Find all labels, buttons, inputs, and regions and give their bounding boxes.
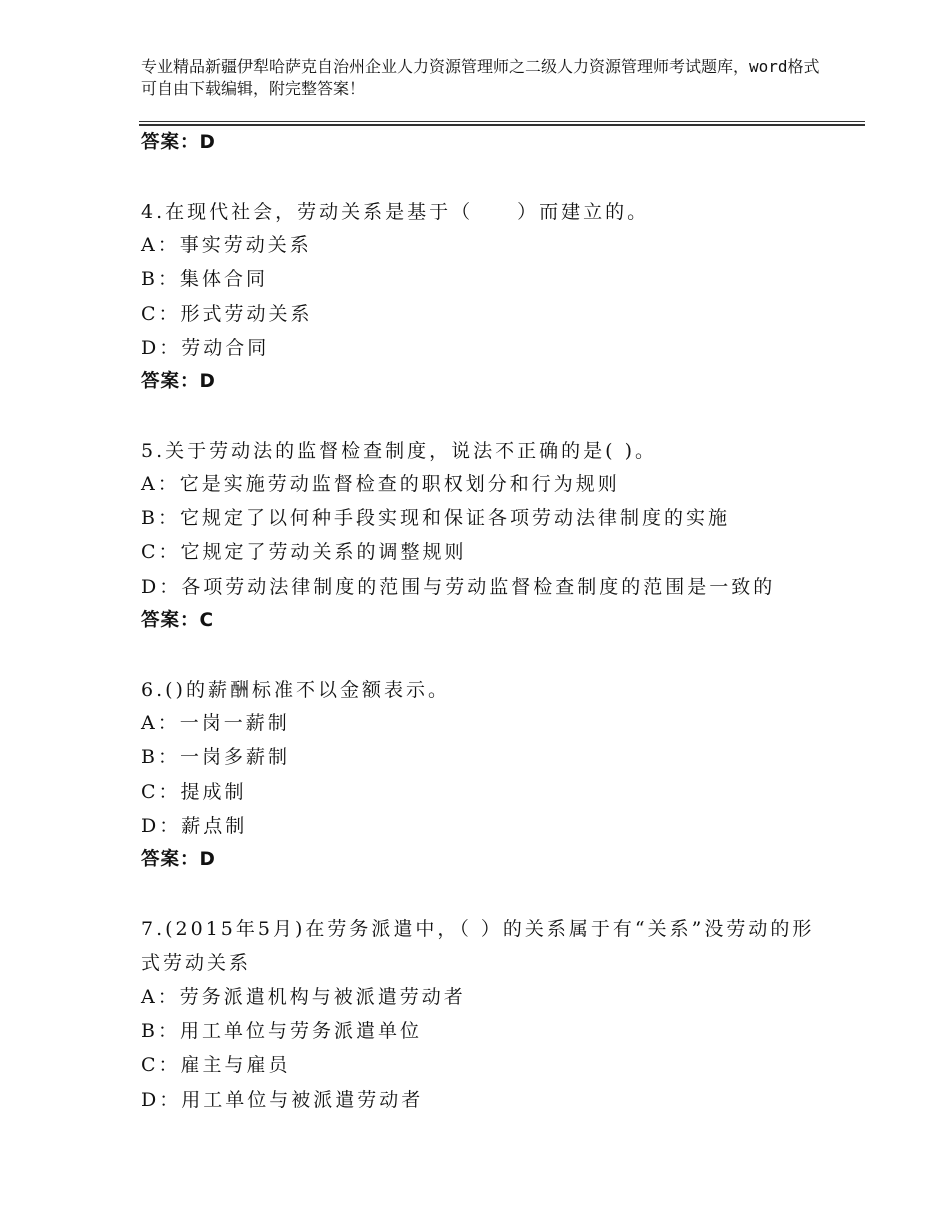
question-5-stem: 5.关于劳动法的监督检查制度，说法不正确的是( )。 — [141, 440, 657, 462]
question-5-option-c: C：它规定了劳动关系的调整规则 — [141, 541, 467, 563]
question-6-option-a: A：一岗一薪制 — [141, 712, 290, 734]
question-5-answer: 答案：C — [141, 610, 215, 631]
question-4-option-d: D：劳动合同 — [141, 337, 270, 359]
question-7-stem: 7.(2015年5月)在劳务派遣中，（ ）的关系属于有“关系”没劳动的形式劳动关系 — [141, 918, 815, 974]
header-title: 专业精品新疆伊犁哈萨克自治州企业人力资源管理师之二级人力资源管理师考试题库，word格式可自由下载编辑，附完整答案！ — [141, 57, 820, 98]
question-4-option-b: B：集体合同 — [141, 268, 268, 290]
question-6-answer: 答案：D — [141, 849, 216, 870]
question-6-option-c: C：提成制 — [141, 781, 247, 803]
question-4-stem: 4.在现代社会，劳动关系是基于（ ）而建立的。 — [141, 201, 650, 223]
question-7-option-c: C：雇主与雇员 — [141, 1054, 291, 1076]
question-4-answer: 答案：D — [141, 371, 216, 392]
question-6-stem: 6.()的薪酬标准不以金额表示。 — [141, 679, 450, 701]
question-5-option-d: D：各项劳动法律制度的范围与劳动监督检查制度的范围是一致的 — [141, 576, 776, 598]
previous-answer: 答案：D — [141, 132, 216, 153]
question-5-option-b: B：它规定了以何种手段实现和保证各项劳动法律制度的实施 — [141, 507, 730, 529]
question-7-option-b: B：用工单位与劳务派遣单位 — [141, 1020, 422, 1042]
question-5-option-a: A：它是实施劳动监督检查的职权划分和行为规则 — [141, 473, 620, 495]
question-4-option-a: A：事实劳动关系 — [141, 234, 312, 256]
question-7-option-a: A：劳务派遣机构与被派遣劳动者 — [141, 986, 466, 1008]
question-6-option-d: D：薪点制 — [141, 815, 248, 837]
document-header — [141, 56, 831, 100]
question-4-option-c: C：形式劳动关系 — [141, 303, 313, 325]
header-divider — [139, 121, 865, 126]
question-7-option-d: D：用工单位与被派遣劳动者 — [141, 1089, 424, 1111]
question-6-option-b: B：一岗多薪制 — [141, 746, 290, 768]
